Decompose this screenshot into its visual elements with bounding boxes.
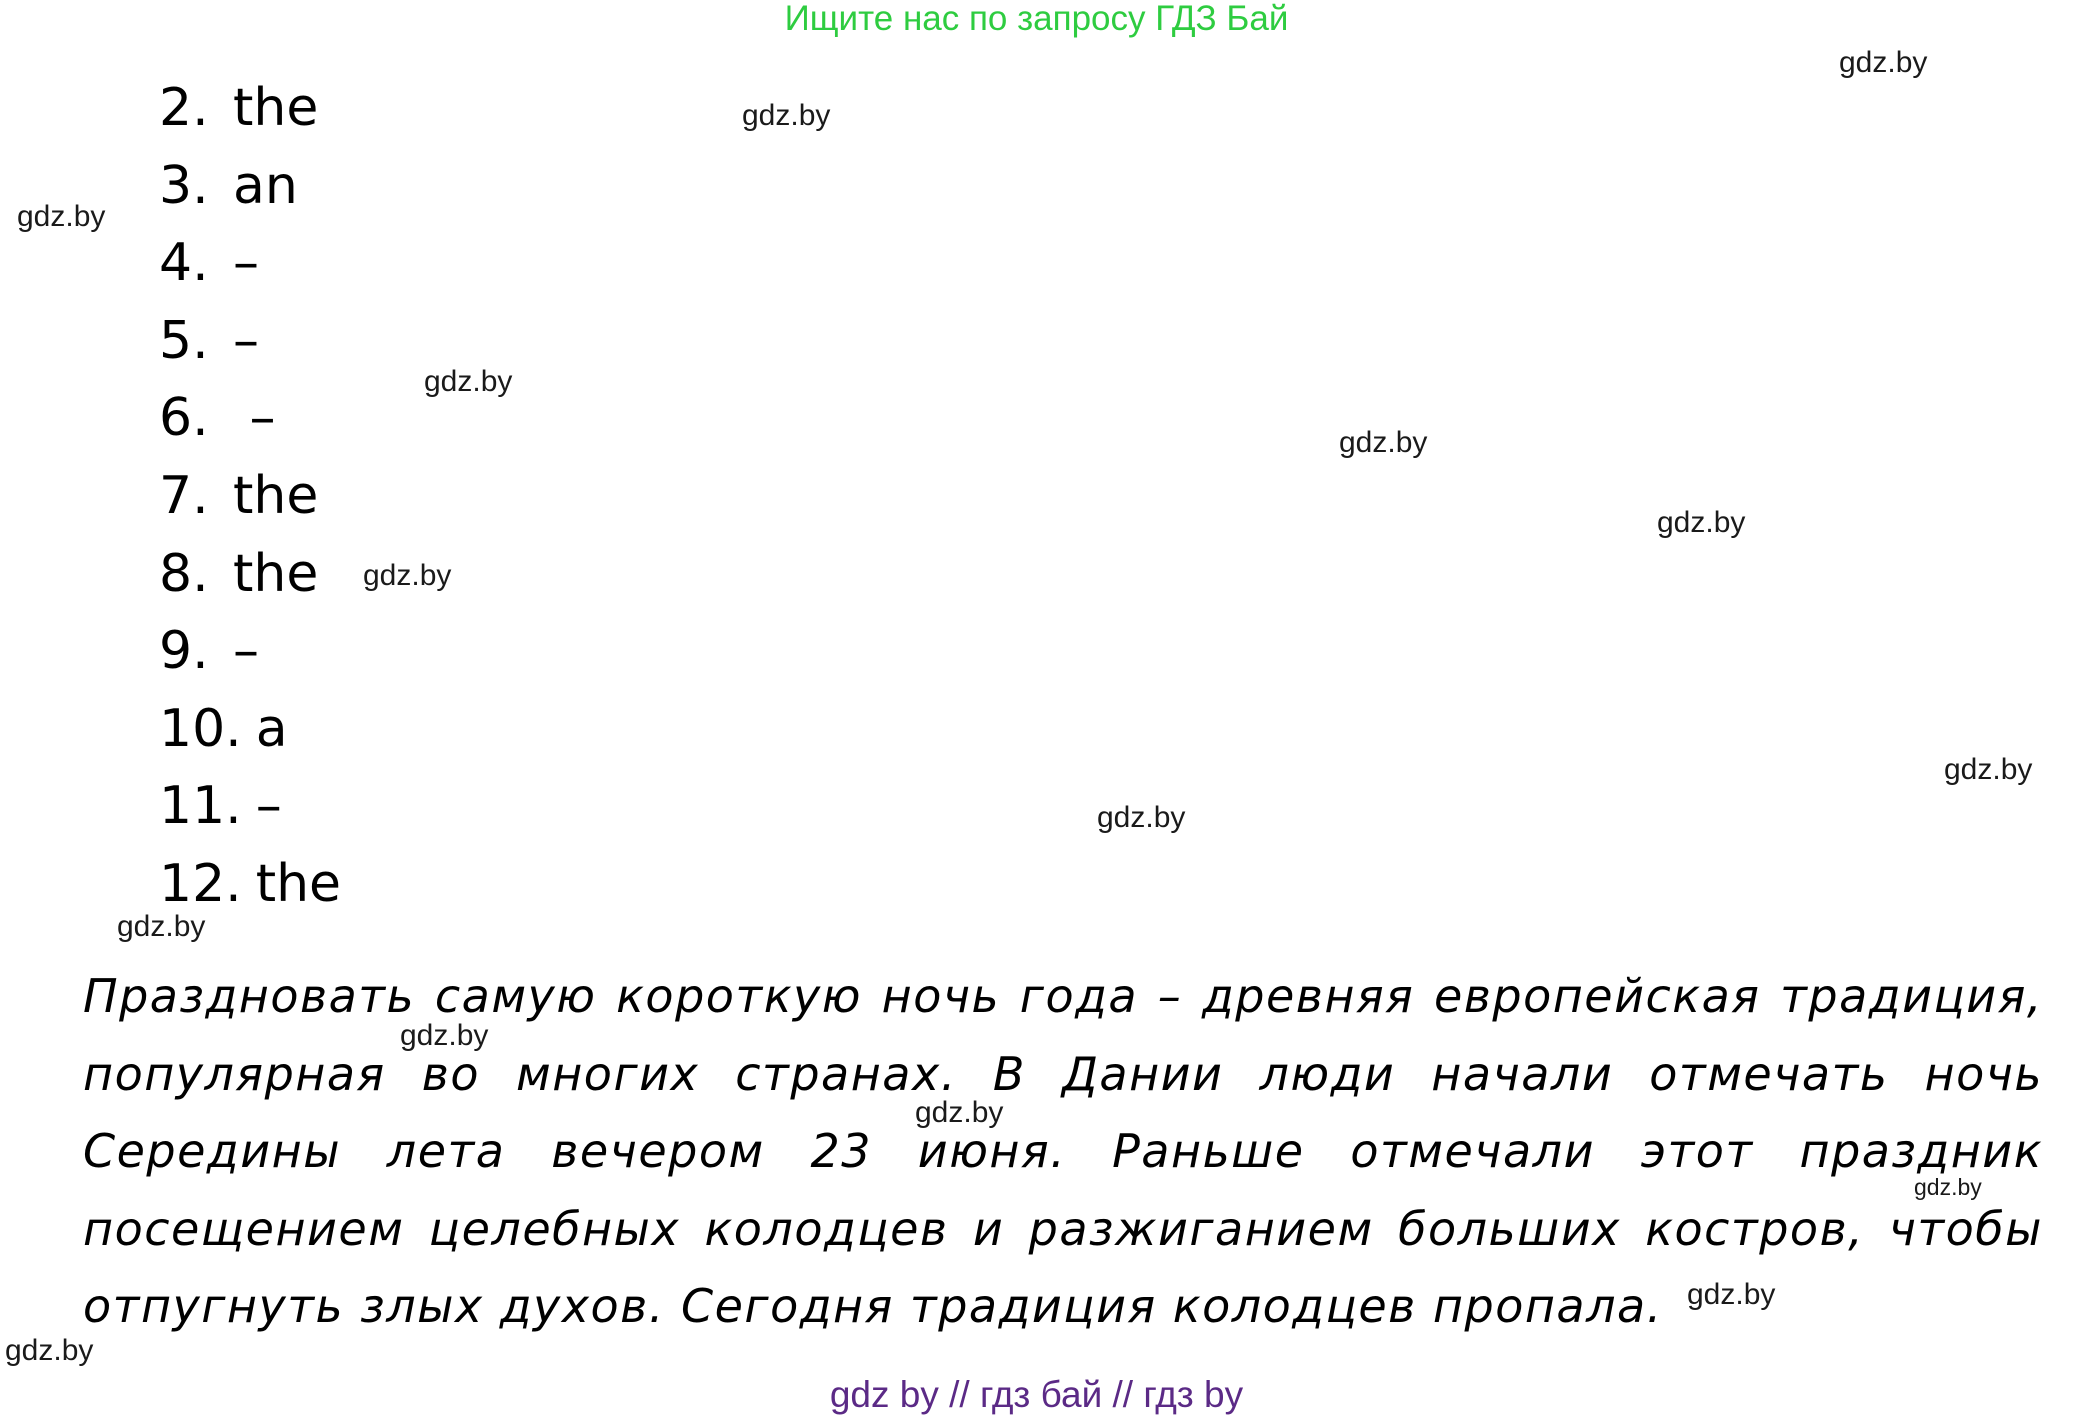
answer-item — [159, 620, 341, 698]
watermark: gdz.by — [363, 559, 452, 592]
answer-number: 11. — [159, 776, 242, 837]
footer-links: gdz by // гдз бай // гдз by — [829, 1374, 1244, 1415]
answer-item — [159, 387, 341, 465]
answer-text: the — [233, 543, 319, 604]
answer-text: the — [233, 78, 319, 138]
watermark: gdz.by — [17, 200, 106, 233]
answers-list — [159, 77, 341, 931]
answer-item — [159, 543, 341, 621]
answer-number: 6. — [159, 388, 209, 449]
answer-number: 12. — [159, 853, 242, 914]
watermark: gdz.by — [915, 1096, 1004, 1129]
answer-text: – — [255, 776, 282, 837]
answer-number: 10. — [159, 698, 242, 759]
answer-text: – — [233, 233, 259, 294]
answer-text: a — [255, 698, 288, 759]
answer-item — [159, 77, 341, 155]
answer-number: 4. — [159, 233, 209, 294]
answer-text: the — [233, 465, 319, 526]
watermark: gdz.by — [1687, 1278, 1776, 1311]
watermark: gdz.by — [400, 1019, 489, 1052]
watermark: gdz.by — [1339, 426, 1428, 459]
answer-text: an — [233, 155, 298, 216]
watermark: gdz.by — [5, 1334, 94, 1367]
answer-number: 8. — [159, 543, 209, 604]
answer-number: 3. — [159, 155, 209, 216]
answer-text: the — [255, 853, 342, 914]
watermark: gdz.by — [742, 99, 831, 132]
answer-item — [159, 775, 341, 853]
answer-item — [159, 310, 341, 388]
answer-text: – — [233, 388, 276, 449]
watermark: gdz.by — [1914, 1174, 1982, 1200]
answer-item — [159, 155, 341, 233]
answer-item — [159, 465, 341, 543]
watermark: gdz.by — [1839, 46, 1928, 79]
answer-number: 7. — [159, 465, 209, 526]
watermark: gdz.by — [1944, 753, 2033, 786]
answer-number: 9. — [159, 621, 209, 682]
answer-item — [159, 232, 341, 310]
answer-text: – — [233, 621, 259, 682]
watermark: gdz.by — [1657, 506, 1746, 539]
watermark: gdz.by — [1097, 801, 1186, 834]
answer-item — [159, 698, 341, 776]
translation-paragraph: Праздновать самую короткую ночь года – древняя европейская традиция, популярная во многих странах. В Дании люди начали отмечать ночь Середины лета вечером 23 июня. Раньше отмечали этот праздник посещением целебных колодцев и разжиганием больших костров, чтобы отпугнуть злых духов. Сегодня традиция колодцев пропала. — [83, 969, 2043, 1333]
watermark: gdz.by — [424, 365, 513, 398]
answer-number: 5. — [159, 310, 209, 371]
answer-text: – — [233, 310, 259, 371]
answer-number: 2. — [159, 78, 209, 138]
search-hint-banner: Ищите нас по запросу ГДЗ Бай — [784, 0, 1289, 38]
watermark: gdz.by — [117, 910, 206, 943]
